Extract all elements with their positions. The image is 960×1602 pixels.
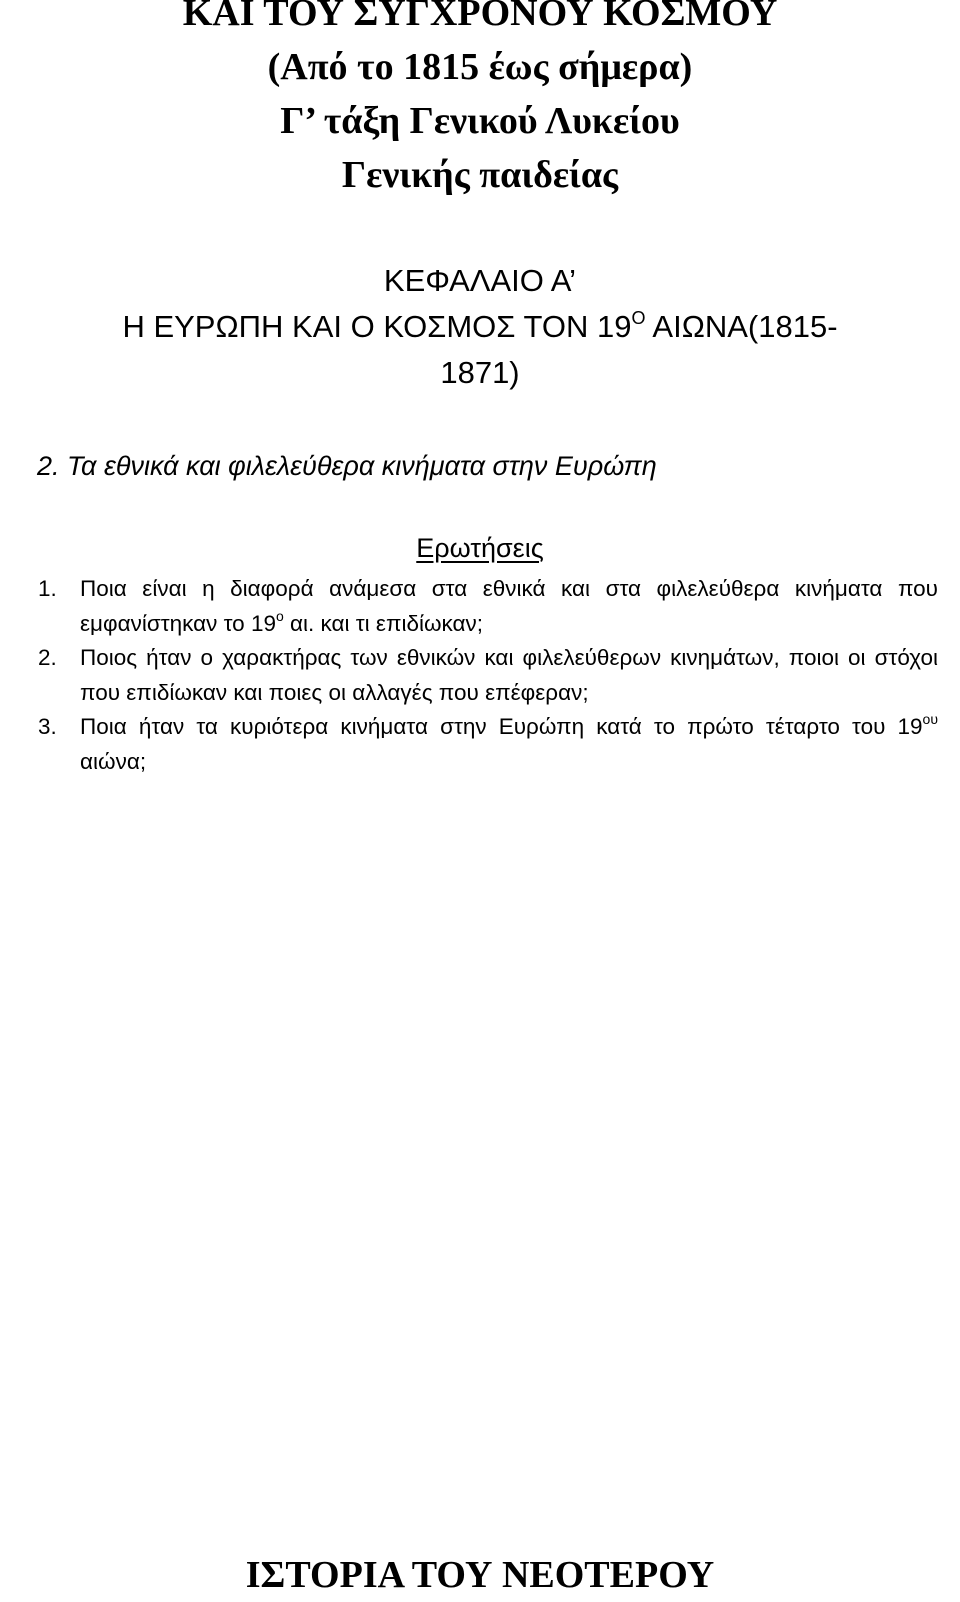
question-item-2 (38, 641, 938, 710)
questions-list (38, 572, 938, 779)
question-item-1 (38, 572, 938, 641)
question-text: Ποιος ήταν ο χαρακτήρας των εθνικών και φιλελεύθερων κινημάτων, ποιοι οι στόχοι που επιδίωκαν και ποιες οι αλλαγές που επέφεραν; (80, 645, 938, 705)
question-text-end: αι. και τι επιδίωκαν; (283, 610, 484, 636)
chapter-title-part-2: ΑΙΩΝΑ(1815- (645, 309, 838, 344)
questions-heading-text: Ερωτήσεις (416, 533, 544, 563)
chapter-title-part-1: Η ΕΥΡΩΠΗ ΚΑΙ Ο ΚΟΣΜΟΣ ΤΟΝ 19 (122, 309, 632, 344)
question-superscript: ου (922, 711, 938, 727)
next-page-title: ΙΣΤΟΡΙΑ ΤΟΥ ΝΕΟΤΕΡΟΥ (245, 1554, 715, 1596)
question-text: Ποια είναι η διαφορά ανάμεσα στα εθνικά και στα φιλελεύθερα κινήματα που εμφανίστηκαν το 19 (80, 576, 938, 636)
question-superscript: ο (275, 607, 284, 624)
question-number: 2. (38, 645, 57, 670)
book-title-line-1: ΚΑΙ ΤΟΥ ΣΥΓΧΡΟΝΟΥ ΚΟΣΜΟΥ (182, 0, 778, 34)
question-number: 1. (38, 576, 57, 601)
book-title-line-2: (Από το 1815 έως σήμερα) (267, 46, 693, 88)
chapter-label: ΚΕΦΑΛΑΙΟ Α’ (383, 263, 577, 298)
book-title (0, 0, 960, 202)
section-title: 2. Τα εθνικά και φιλελεύθερα κινήματα στην Ευρώπη (37, 451, 657, 481)
question-text: Ποια ήταν τα κυριότερα κινήματα στην Ευρώπη κατά το πρώτο τέταρτο του 19 (80, 714, 923, 739)
chapter-title-years: 1871) (440, 355, 520, 390)
question-item-3 (38, 710, 938, 779)
question-number: 3. (38, 714, 57, 739)
book-title-line-3: Γ’ τάξη Γενικού Λυκείου (280, 100, 680, 142)
book-title-line-4: Γενικής παιδείας (341, 154, 619, 196)
chapter-heading (0, 258, 960, 396)
question-text-end: αιώνα; (80, 748, 147, 774)
chapter-title (0, 304, 960, 350)
questions-heading (0, 530, 960, 566)
chapter-title-superscript: Ο (631, 308, 646, 328)
